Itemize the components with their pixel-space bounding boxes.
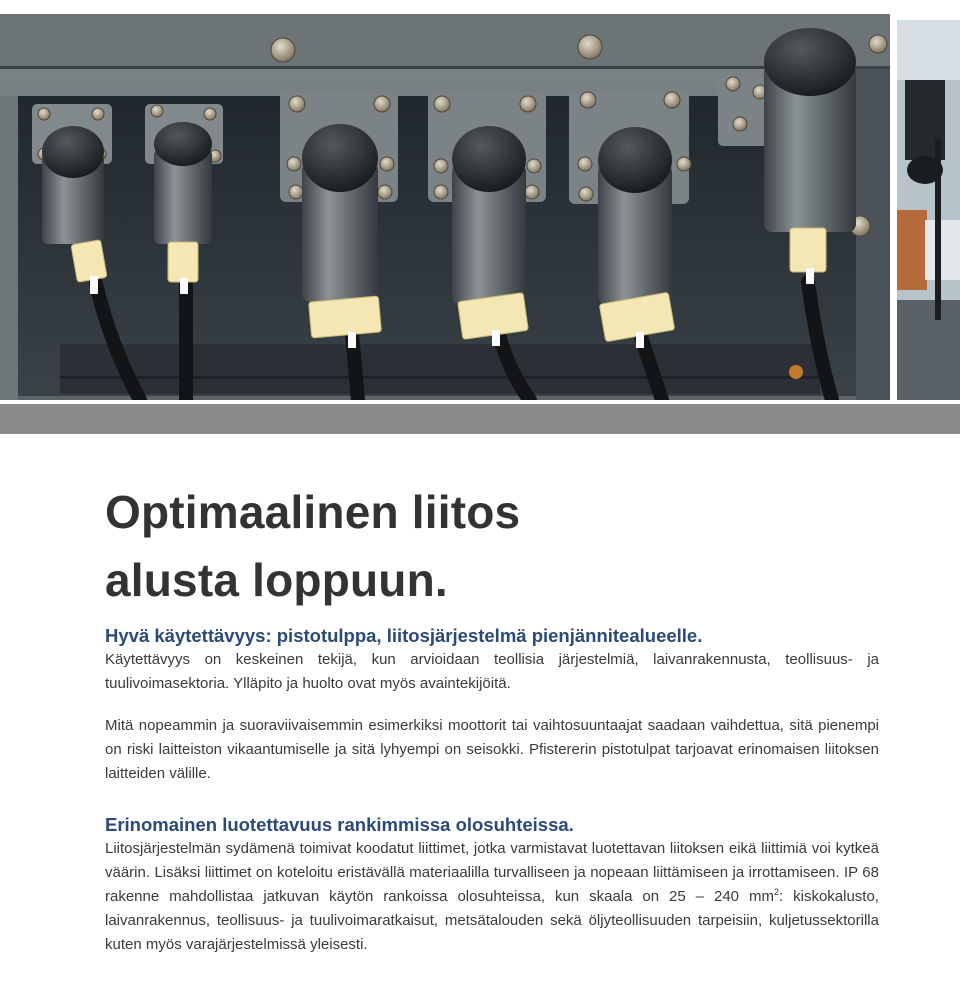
reliability-text-part-1: Liitosjärjestelmän sydämenä toimivat koodatut liittimet, jotka varmistavat luotettavan liitoksen eikä liittimiä voi kytkeä väärin. Lisäksi liittimet on koteloitu eristävällä materiaalilla turvalliseen ja nopeaan liittämiseen ja irrottamiseen. IP 68 rakenne mahdollistaa jatkuvan käytön rankoissa olosuhteissa, kun skaala on 25 – 240 mm bbox=[105, 840, 879, 905]
side-photo bbox=[897, 20, 960, 400]
connector-panel-photo bbox=[0, 14, 890, 400]
paragraph-reliability bbox=[105, 837, 879, 957]
header-photo bbox=[0, 14, 960, 404]
headline-line-1: Optimaalinen liitos bbox=[105, 486, 521, 538]
paragraph-usability: Käytettävyys on keskeinen tekijä, kun arvioidaan teollisia järjestelmiä, laivanrakennusta, teollisuus- ja tuulivoimasektoria. Ylläpito ja huolto ovat myös avaintekijöitä. bbox=[105, 651, 879, 692]
article bbox=[105, 478, 879, 957]
gray-divider-band bbox=[0, 404, 960, 434]
section-heading-reliability: Erinomainen luotettavuus rankimmissa olosuhteissa. bbox=[105, 814, 574, 835]
section-heading-usability: Hyvä käytettävyys: pistotulppa, liitosjärjestelmä pienjännitealueelle. bbox=[105, 625, 703, 646]
superscript-2: 2 bbox=[773, 887, 779, 897]
headline bbox=[105, 478, 879, 614]
reliability-text-part-2: : kiskokalusto, laivanrakennus, teollisuus- ja tuulivoimaratkaisut, metsätalouden sekä öljyteollisuuden tarpeisiin, kuljetussektorilla kuten myös varajärjestelmissä yleisesti. bbox=[105, 888, 879, 953]
paragraph-replacement: Mitä nopeammin ja suoraviivaisemmin esimerkiksi moottorit tai vaihtosuuntaajat saadaan vaihdettua, sitä pienempi on riski laitteiston vikaantumiselle ja sitä lyhyempi on seisokki. Pfistererin pistotulpat tarjoavat erinomaisen liitoksen laitteiden välille. bbox=[105, 717, 879, 782]
headline-line-2: alusta loppuun. bbox=[105, 554, 448, 606]
top-margin bbox=[0, 0, 960, 14]
